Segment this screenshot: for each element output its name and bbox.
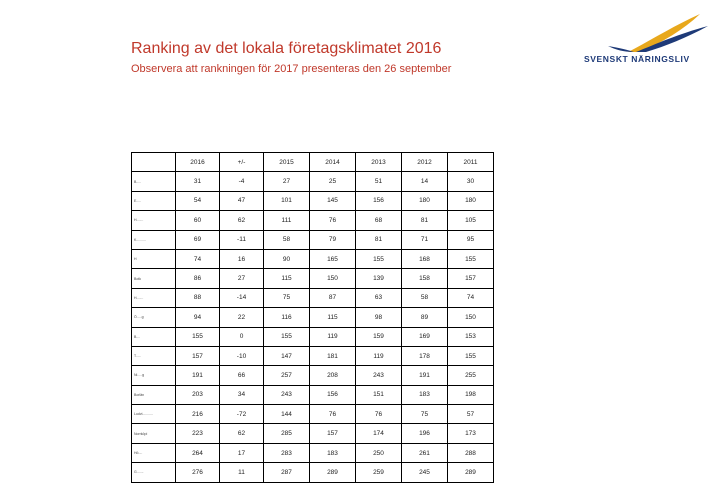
change-cell: -10 [220, 346, 264, 365]
page-title: Ranking av det lokala företagsklimatet 2016 [131, 40, 442, 57]
rank-cell: 81 [402, 211, 448, 230]
rank-cell: 288 [448, 443, 494, 462]
municipality-name: H....... [132, 288, 176, 307]
rank-cell: 68 [356, 211, 402, 230]
rank-cell: 76 [356, 405, 402, 424]
change-cell: 27 [220, 269, 264, 288]
rank-cell: 89 [402, 308, 448, 327]
rank-cell: 58 [264, 230, 310, 249]
rank-cell: 74 [448, 288, 494, 307]
municipality-name: B.... [132, 327, 176, 346]
rank-cell: 95 [448, 230, 494, 249]
column-header: 2011 [448, 153, 494, 172]
change-cell: -4 [220, 172, 264, 191]
rank-cell: 54 [176, 191, 220, 210]
rank-cell: 165 [310, 249, 356, 268]
rank-cell: 173 [448, 424, 494, 443]
change-cell: 47 [220, 191, 264, 210]
rank-cell: 155 [176, 327, 220, 346]
change-cell: 11 [220, 463, 264, 482]
municipality-name: B..... [132, 172, 176, 191]
rank-cell: 216 [176, 405, 220, 424]
rank-cell: 169 [402, 327, 448, 346]
table-row [132, 346, 494, 365]
rank-cell: 76 [310, 211, 356, 230]
municipality-name: T..... [132, 346, 176, 365]
rank-cell: 71 [402, 230, 448, 249]
ranking-table [131, 152, 494, 483]
municipality-name: Botk [132, 269, 176, 288]
rank-cell: 101 [264, 191, 310, 210]
rank-cell: 69 [176, 230, 220, 249]
table-row [132, 405, 494, 424]
rank-cell: 153 [448, 327, 494, 346]
change-cell: 22 [220, 308, 264, 327]
rank-cell: 86 [176, 269, 220, 288]
rank-cell: 157 [448, 269, 494, 288]
municipality-name: Ö.....g [132, 308, 176, 327]
municipality-name: K.......... [132, 230, 176, 249]
rank-cell: 191 [402, 366, 448, 385]
municipality-name: G....... [132, 463, 176, 482]
rank-cell: 139 [356, 269, 402, 288]
column-header: 2014 [310, 153, 356, 172]
rank-cell: 145 [310, 191, 356, 210]
column-header: 2015 [264, 153, 310, 172]
rank-cell: 115 [264, 269, 310, 288]
rank-cell: 14 [402, 172, 448, 191]
page-subtitle: Observera att rankningen för 2017 presenteras den 26 september [131, 63, 452, 75]
municipality-name: H [132, 249, 176, 268]
rank-cell: 159 [356, 327, 402, 346]
rank-cell: 156 [310, 385, 356, 404]
rank-cell: 94 [176, 308, 220, 327]
rank-cell: 63 [356, 288, 402, 307]
table-header-row [132, 153, 494, 172]
rank-cell: 27 [264, 172, 310, 191]
column-header: 2013 [356, 153, 402, 172]
change-cell: -14 [220, 288, 264, 307]
rank-cell: 259 [356, 463, 402, 482]
rank-cell: 181 [310, 346, 356, 365]
rank-cell: 245 [402, 463, 448, 482]
rank-cell: 31 [176, 172, 220, 191]
rank-cell: 261 [402, 443, 448, 462]
svenskt-naringsliv-logo [568, 12, 718, 72]
rank-cell: 111 [264, 211, 310, 230]
change-cell: 62 [220, 211, 264, 230]
rank-cell: 119 [356, 346, 402, 365]
column-header: 2016 [176, 153, 220, 172]
rank-cell: 151 [356, 385, 402, 404]
table-row [132, 385, 494, 404]
change-cell: -72 [220, 405, 264, 424]
municipality-name: H....... [132, 211, 176, 230]
rank-cell: 115 [310, 308, 356, 327]
rank-cell: 119 [310, 327, 356, 346]
rank-cell: 51 [356, 172, 402, 191]
rank-cell: 196 [402, 424, 448, 443]
rank-cell: 183 [402, 385, 448, 404]
rank-cell: 79 [310, 230, 356, 249]
table-row [132, 443, 494, 462]
rank-cell: 289 [310, 463, 356, 482]
rank-cell: 157 [176, 346, 220, 365]
rank-cell: 276 [176, 463, 220, 482]
rank-cell: 264 [176, 443, 220, 462]
rank-cell: 203 [176, 385, 220, 404]
rank-cell: 158 [402, 269, 448, 288]
rank-cell: 183 [310, 443, 356, 462]
rank-cell: 191 [176, 366, 220, 385]
rank-cell: 105 [448, 211, 494, 230]
municipality-name: Ni.....g [132, 366, 176, 385]
rank-cell: 144 [264, 405, 310, 424]
table-row [132, 249, 494, 268]
table-row [132, 288, 494, 307]
change-cell: 62 [220, 424, 264, 443]
column-header [132, 153, 176, 172]
rank-cell: 81 [356, 230, 402, 249]
rank-cell: 178 [402, 346, 448, 365]
municipality-name: Borlän [132, 385, 176, 404]
table-row [132, 269, 494, 288]
municipality-name: Ludvi........... [132, 405, 176, 424]
table-row [132, 211, 494, 230]
rank-cell: 243 [264, 385, 310, 404]
change-cell: 66 [220, 366, 264, 385]
rank-cell: 150 [448, 308, 494, 327]
change-cell: 34 [220, 385, 264, 404]
rank-cell: 88 [176, 288, 220, 307]
table-row [132, 172, 494, 191]
rank-cell: 87 [310, 288, 356, 307]
rank-cell: 156 [356, 191, 402, 210]
rank-cell: 76 [310, 405, 356, 424]
table-row [132, 463, 494, 482]
rank-cell: 255 [448, 366, 494, 385]
rank-cell: 90 [264, 249, 310, 268]
column-header: 2012 [402, 153, 448, 172]
rank-cell: 257 [264, 366, 310, 385]
change-cell: 17 [220, 443, 264, 462]
table-row [132, 191, 494, 210]
rank-cell: 283 [264, 443, 310, 462]
rank-cell: 223 [176, 424, 220, 443]
rank-cell: 174 [356, 424, 402, 443]
rank-cell: 116 [264, 308, 310, 327]
rank-cell: 58 [402, 288, 448, 307]
rank-cell: 155 [448, 346, 494, 365]
change-cell: 0 [220, 327, 264, 346]
rank-cell: 147 [264, 346, 310, 365]
rank-cell: 98 [356, 308, 402, 327]
column-header: +/- [220, 153, 264, 172]
table-row [132, 230, 494, 249]
rank-cell: 155 [356, 249, 402, 268]
rank-cell: 287 [264, 463, 310, 482]
rank-cell: 57 [448, 405, 494, 424]
rank-cell: 180 [448, 191, 494, 210]
municipality-name: Norrköpi [132, 424, 176, 443]
municipality-name: Hö.... [132, 443, 176, 462]
rank-cell: 75 [402, 405, 448, 424]
rank-cell: 150 [310, 269, 356, 288]
rank-cell: 74 [176, 249, 220, 268]
table-row [132, 366, 494, 385]
rank-cell: 198 [448, 385, 494, 404]
logo-text: SVENSKT NÄRINGSLIV [584, 54, 690, 64]
rank-cell: 243 [356, 366, 402, 385]
rank-cell: 155 [448, 249, 494, 268]
rank-cell: 289 [448, 463, 494, 482]
rank-cell: 250 [356, 443, 402, 462]
table-row [132, 308, 494, 327]
rank-cell: 75 [264, 288, 310, 307]
rank-cell: 157 [310, 424, 356, 443]
swoosh-icon [568, 12, 718, 57]
change-cell: -11 [220, 230, 264, 249]
rank-cell: 168 [402, 249, 448, 268]
rank-cell: 285 [264, 424, 310, 443]
rank-cell: 208 [310, 366, 356, 385]
change-cell: 16 [220, 249, 264, 268]
rank-cell: 60 [176, 211, 220, 230]
municipality-name: E..... [132, 191, 176, 210]
rank-cell: 25 [310, 172, 356, 191]
table-row [132, 424, 494, 443]
table-row [132, 327, 494, 346]
rank-cell: 155 [264, 327, 310, 346]
rank-cell: 30 [448, 172, 494, 191]
rank-cell: 180 [402, 191, 448, 210]
